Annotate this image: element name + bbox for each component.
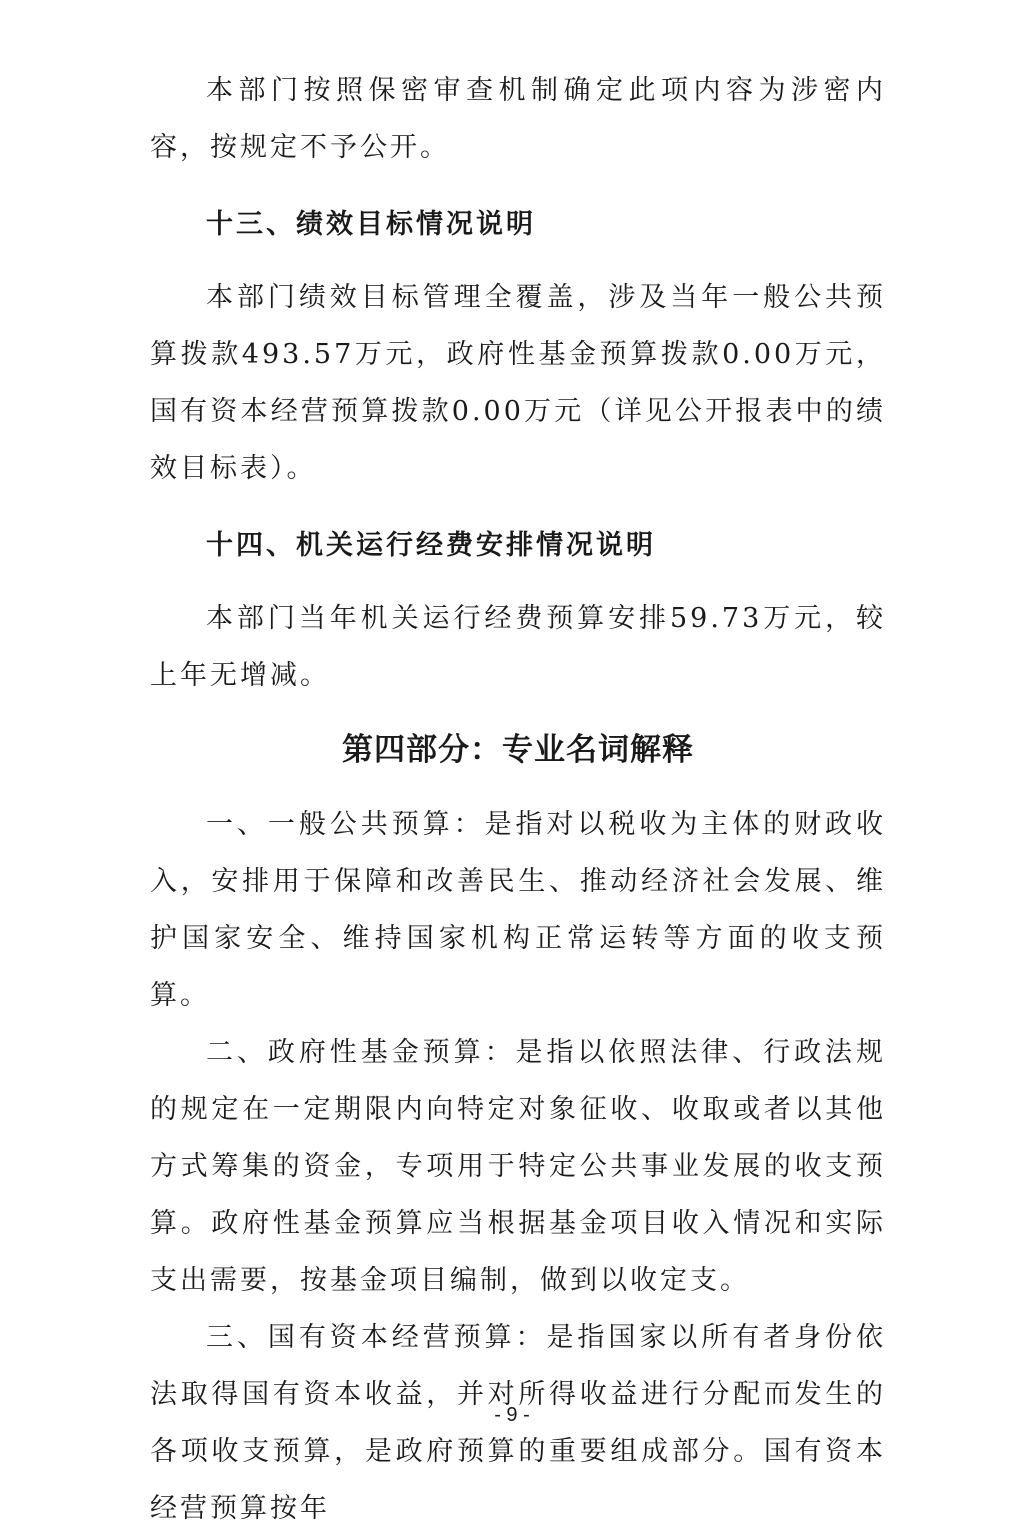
paragraph-confidential: 本部门按照保密审查机制确定此项内容为涉密内容，按规定不予公开。 <box>150 75 886 163</box>
spacer <box>150 780 886 796</box>
page-number: - 9 - <box>494 1404 530 1426</box>
spacer <box>150 176 886 196</box>
section-14-body: 本部门当年机关运行经费预算安排59.73万元，较上年无增减。 <box>150 603 886 691</box>
spacer <box>150 574 886 590</box>
term-government-fund-budget: 二、政府性基金预算：是指以依照法律、行政法规的规定在一定期限内向特定对象征收、收取或者以其他方式筹集的资金，专项用于特定公共事业发展的收支预算。政府性基金预算应当根据基金项目收入情况和实际支出需要，按基金项目编制，做到以收定支。 <box>150 1037 886 1296</box>
section-14-heading: 十四、机关运行经费安排情况说明 <box>206 530 656 561</box>
document-page <box>150 62 886 1537</box>
section-13-heading: 十三、绩效目标情况说明 <box>206 209 536 240</box>
spacer <box>150 704 886 720</box>
term-general-budget: 一、一般公共预算：是指对以税收为主体的财政收入，安排用于保障和改善民生、推动经济社会发展、维护国家安全、维持国家机构正常运转等方面的收支预算。 <box>150 809 886 1011</box>
spacer <box>150 253 886 269</box>
spacer <box>150 497 886 517</box>
part-4-title: 第四部分：专业名词解释 <box>342 732 694 768</box>
section-13-body: 本部门绩效目标管理全覆盖，涉及当年一般公共预算拨款493.57万元，政府性基金预算拨款0.00万元，国有资本经营预算拨款0.00万元（详见公开报表中的绩效目标表）。 <box>150 282 886 484</box>
term-state-capital-budget: 三、国有资本经营预算：是指国家以所有者身份依法取得国有资本收益，并对所得收益进行分配而发生的各项收支预算，是政府预算的重要组成部分。国有资本经营预算按年 <box>150 1322 886 1524</box>
